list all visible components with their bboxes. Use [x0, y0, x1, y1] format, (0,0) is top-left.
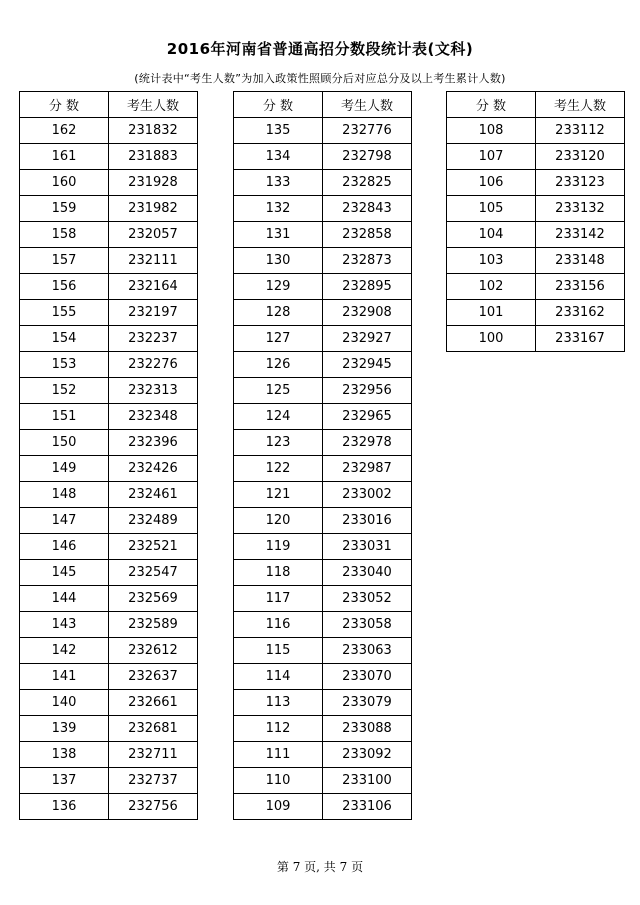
- count-cell: 232858: [323, 222, 412, 248]
- count-cell: 232057: [109, 222, 198, 248]
- table-row: [20, 482, 198, 508]
- table-row: [20, 560, 198, 586]
- table-row: [234, 144, 412, 170]
- score-cell: 148: [20, 482, 109, 508]
- table-row: [20, 144, 198, 170]
- score-cell: 130: [234, 248, 323, 274]
- table-row: [20, 326, 198, 352]
- score-cell: 103: [447, 248, 536, 274]
- count-cell: 232521: [109, 534, 198, 560]
- count-cell: 233063: [323, 638, 412, 664]
- score-cell: 123: [234, 430, 323, 456]
- table-row: [20, 612, 198, 638]
- score-cell: 105: [447, 196, 536, 222]
- count-cell: 232547: [109, 560, 198, 586]
- table-row: [20, 508, 198, 534]
- count-cell: 231982: [109, 196, 198, 222]
- score-header: 分 数: [447, 92, 536, 118]
- score-cell: 132: [234, 196, 323, 222]
- count-cell: 233002: [323, 482, 412, 508]
- score-cell: 114: [234, 664, 323, 690]
- count-cell: 232348: [109, 404, 198, 430]
- count-cell: 232489: [109, 508, 198, 534]
- score-cell: 120: [234, 508, 323, 534]
- score-cell: 143: [20, 612, 109, 638]
- count-cell: 233106: [323, 794, 412, 820]
- table-row: [447, 196, 625, 222]
- count-cell: 233120: [536, 144, 625, 170]
- count-cell: 232313: [109, 378, 198, 404]
- count-cell: 232637: [109, 664, 198, 690]
- score-cell: 142: [20, 638, 109, 664]
- table-row: [20, 222, 198, 248]
- table-row: [20, 456, 198, 482]
- count-cell: 232987: [323, 456, 412, 482]
- score-cell: 116: [234, 612, 323, 638]
- count-cell: 232945: [323, 352, 412, 378]
- score-cell: 118: [234, 560, 323, 586]
- score-cell: 121: [234, 482, 323, 508]
- count-header: 考生人数: [536, 92, 625, 118]
- table-row: [20, 534, 198, 560]
- count-cell: 231832: [109, 118, 198, 144]
- score-cell: 129: [234, 274, 323, 300]
- table-row: [20, 664, 198, 690]
- count-cell: 232756: [109, 794, 198, 820]
- table-row: [234, 222, 412, 248]
- score-cell: 134: [234, 144, 323, 170]
- count-cell: 233132: [536, 196, 625, 222]
- table-row: [234, 196, 412, 222]
- count-cell: 232711: [109, 742, 198, 768]
- table-row: [447, 118, 625, 144]
- table-row: [20, 430, 198, 456]
- count-cell: 232908: [323, 300, 412, 326]
- score-table-1: [19, 91, 198, 820]
- score-cell: 122: [234, 456, 323, 482]
- count-cell: 233167: [536, 326, 625, 352]
- count-header: 考生人数: [109, 92, 198, 118]
- count-cell: 233052: [323, 586, 412, 612]
- score-header: 分 数: [234, 92, 323, 118]
- table-row: [20, 768, 198, 794]
- count-cell: 232237: [109, 326, 198, 352]
- table-row: [447, 170, 625, 196]
- table-row: [234, 300, 412, 326]
- count-cell: 233079: [323, 690, 412, 716]
- table-row: [20, 638, 198, 664]
- table-row: [20, 690, 198, 716]
- table-row: [447, 300, 625, 326]
- score-table-3: [446, 91, 625, 352]
- score-cell: 113: [234, 690, 323, 716]
- table-row: [234, 794, 412, 820]
- count-cell: 232965: [323, 404, 412, 430]
- score-cell: 157: [20, 248, 109, 274]
- score-cell: 159: [20, 196, 109, 222]
- table-row: [234, 586, 412, 612]
- count-header: 考生人数: [323, 92, 412, 118]
- count-cell: 232895: [323, 274, 412, 300]
- table-row: [234, 352, 412, 378]
- count-cell: 233148: [536, 248, 625, 274]
- score-cell: 145: [20, 560, 109, 586]
- score-cell: 119: [234, 534, 323, 560]
- score-cell: 162: [20, 118, 109, 144]
- table-row: [234, 482, 412, 508]
- count-cell: 232164: [109, 274, 198, 300]
- table-row: [20, 352, 198, 378]
- count-cell: 232612: [109, 638, 198, 664]
- score-cell: 112: [234, 716, 323, 742]
- table-header-row: [20, 92, 198, 118]
- table-row: [447, 326, 625, 352]
- table-row: [20, 274, 198, 300]
- page-title: 2016年河南省普通高招分数段统计表(文科): [166, 40, 474, 58]
- table-row: [234, 534, 412, 560]
- score-cell: 141: [20, 664, 109, 690]
- count-cell: 231883: [109, 144, 198, 170]
- table-row: [20, 300, 198, 326]
- count-cell: 232776: [323, 118, 412, 144]
- score-cell: 107: [447, 144, 536, 170]
- page-footer: 第 7 页, 共 7 页: [276, 860, 364, 874]
- score-cell: 146: [20, 534, 109, 560]
- count-cell: 232276: [109, 352, 198, 378]
- count-cell: 233123: [536, 170, 625, 196]
- count-cell: 233088: [323, 716, 412, 742]
- count-cell: 232927: [323, 326, 412, 352]
- score-cell: 137: [20, 768, 109, 794]
- table-row: [234, 378, 412, 404]
- table-row: [20, 170, 198, 196]
- score-cell: 160: [20, 170, 109, 196]
- score-cell: 147: [20, 508, 109, 534]
- score-cell: 111: [234, 742, 323, 768]
- count-cell: 233058: [323, 612, 412, 638]
- score-cell: 140: [20, 690, 109, 716]
- table-row: [447, 274, 625, 300]
- count-cell: 232681: [109, 716, 198, 742]
- score-cell: 117: [234, 586, 323, 612]
- table-row: [234, 248, 412, 274]
- score-cell: 149: [20, 456, 109, 482]
- count-cell: 232798: [323, 144, 412, 170]
- table-row: [234, 430, 412, 456]
- table-row: [234, 638, 412, 664]
- count-cell: 232873: [323, 248, 412, 274]
- score-cell: 115: [234, 638, 323, 664]
- score-cell: 154: [20, 326, 109, 352]
- score-cell: 128: [234, 300, 323, 326]
- count-cell: 232825: [323, 170, 412, 196]
- table-row: [234, 742, 412, 768]
- count-cell: 233156: [536, 274, 625, 300]
- score-cell: 138: [20, 742, 109, 768]
- table-row: [234, 170, 412, 196]
- table-row: [20, 196, 198, 222]
- count-cell: 232661: [109, 690, 198, 716]
- score-cell: 101: [447, 300, 536, 326]
- table-row: [234, 326, 412, 352]
- table-row: [20, 586, 198, 612]
- count-cell: 232569: [109, 586, 198, 612]
- score-cell: 125: [234, 378, 323, 404]
- score-cell: 136: [20, 794, 109, 820]
- table-row: [20, 118, 198, 144]
- score-cell: 104: [447, 222, 536, 248]
- table-header-row: [234, 92, 412, 118]
- count-cell: 233040: [323, 560, 412, 586]
- score-cell: 133: [234, 170, 323, 196]
- score-cell: 156: [20, 274, 109, 300]
- count-cell: 231928: [109, 170, 198, 196]
- table-row: [447, 248, 625, 274]
- score-cell: 126: [234, 352, 323, 378]
- score-table-2: [233, 91, 412, 820]
- table-row: [234, 456, 412, 482]
- count-cell: 232737: [109, 768, 198, 794]
- table-row: [234, 560, 412, 586]
- score-cell: 151: [20, 404, 109, 430]
- count-cell: 232111: [109, 248, 198, 274]
- score-cell: 127: [234, 326, 323, 352]
- table-row: [234, 612, 412, 638]
- score-cell: 153: [20, 352, 109, 378]
- table-row: [20, 742, 198, 768]
- count-cell: 232843: [323, 196, 412, 222]
- count-cell: 233112: [536, 118, 625, 144]
- count-cell: 232956: [323, 378, 412, 404]
- page-subtitle: (统计表中“考生人数”为加入政策性照顾分后对应总分及以上考生累计人数): [134, 72, 506, 85]
- count-cell: 233016: [323, 508, 412, 534]
- score-cell: 100: [447, 326, 536, 352]
- score-cell: 110: [234, 768, 323, 794]
- count-cell: 233142: [536, 222, 625, 248]
- table-row: [20, 404, 198, 430]
- count-cell: 233092: [323, 742, 412, 768]
- table-row: [20, 378, 198, 404]
- score-cell: 139: [20, 716, 109, 742]
- score-cell: 144: [20, 586, 109, 612]
- count-cell: 232978: [323, 430, 412, 456]
- count-cell: 233100: [323, 768, 412, 794]
- table-row: [234, 274, 412, 300]
- table-row: [447, 144, 625, 170]
- count-cell: 232461: [109, 482, 198, 508]
- table-row: [20, 794, 198, 820]
- score-cell: 106: [447, 170, 536, 196]
- table-row: [234, 508, 412, 534]
- score-cell: 135: [234, 118, 323, 144]
- score-cell: 158: [20, 222, 109, 248]
- table-row: [234, 716, 412, 742]
- table-row: [20, 716, 198, 742]
- score-cell: 131: [234, 222, 323, 248]
- score-cell: 161: [20, 144, 109, 170]
- score-cell: 102: [447, 274, 536, 300]
- score-cell: 108: [447, 118, 536, 144]
- table-header-row: [447, 92, 625, 118]
- score-cell: 152: [20, 378, 109, 404]
- score-header: 分 数: [20, 92, 109, 118]
- score-cell: 109: [234, 794, 323, 820]
- count-cell: 233162: [536, 300, 625, 326]
- table-row: [234, 768, 412, 794]
- count-cell: 233031: [323, 534, 412, 560]
- score-cell: 155: [20, 300, 109, 326]
- table-row: [447, 222, 625, 248]
- count-cell: 232589: [109, 612, 198, 638]
- count-cell: 232197: [109, 300, 198, 326]
- score-cell: 150: [20, 430, 109, 456]
- table-row: [234, 118, 412, 144]
- table-row: [20, 248, 198, 274]
- table-row: [234, 404, 412, 430]
- count-cell: 232396: [109, 430, 198, 456]
- score-cell: 124: [234, 404, 323, 430]
- count-cell: 232426: [109, 456, 198, 482]
- table-row: [234, 664, 412, 690]
- table-row: [234, 690, 412, 716]
- count-cell: 233070: [323, 664, 412, 690]
